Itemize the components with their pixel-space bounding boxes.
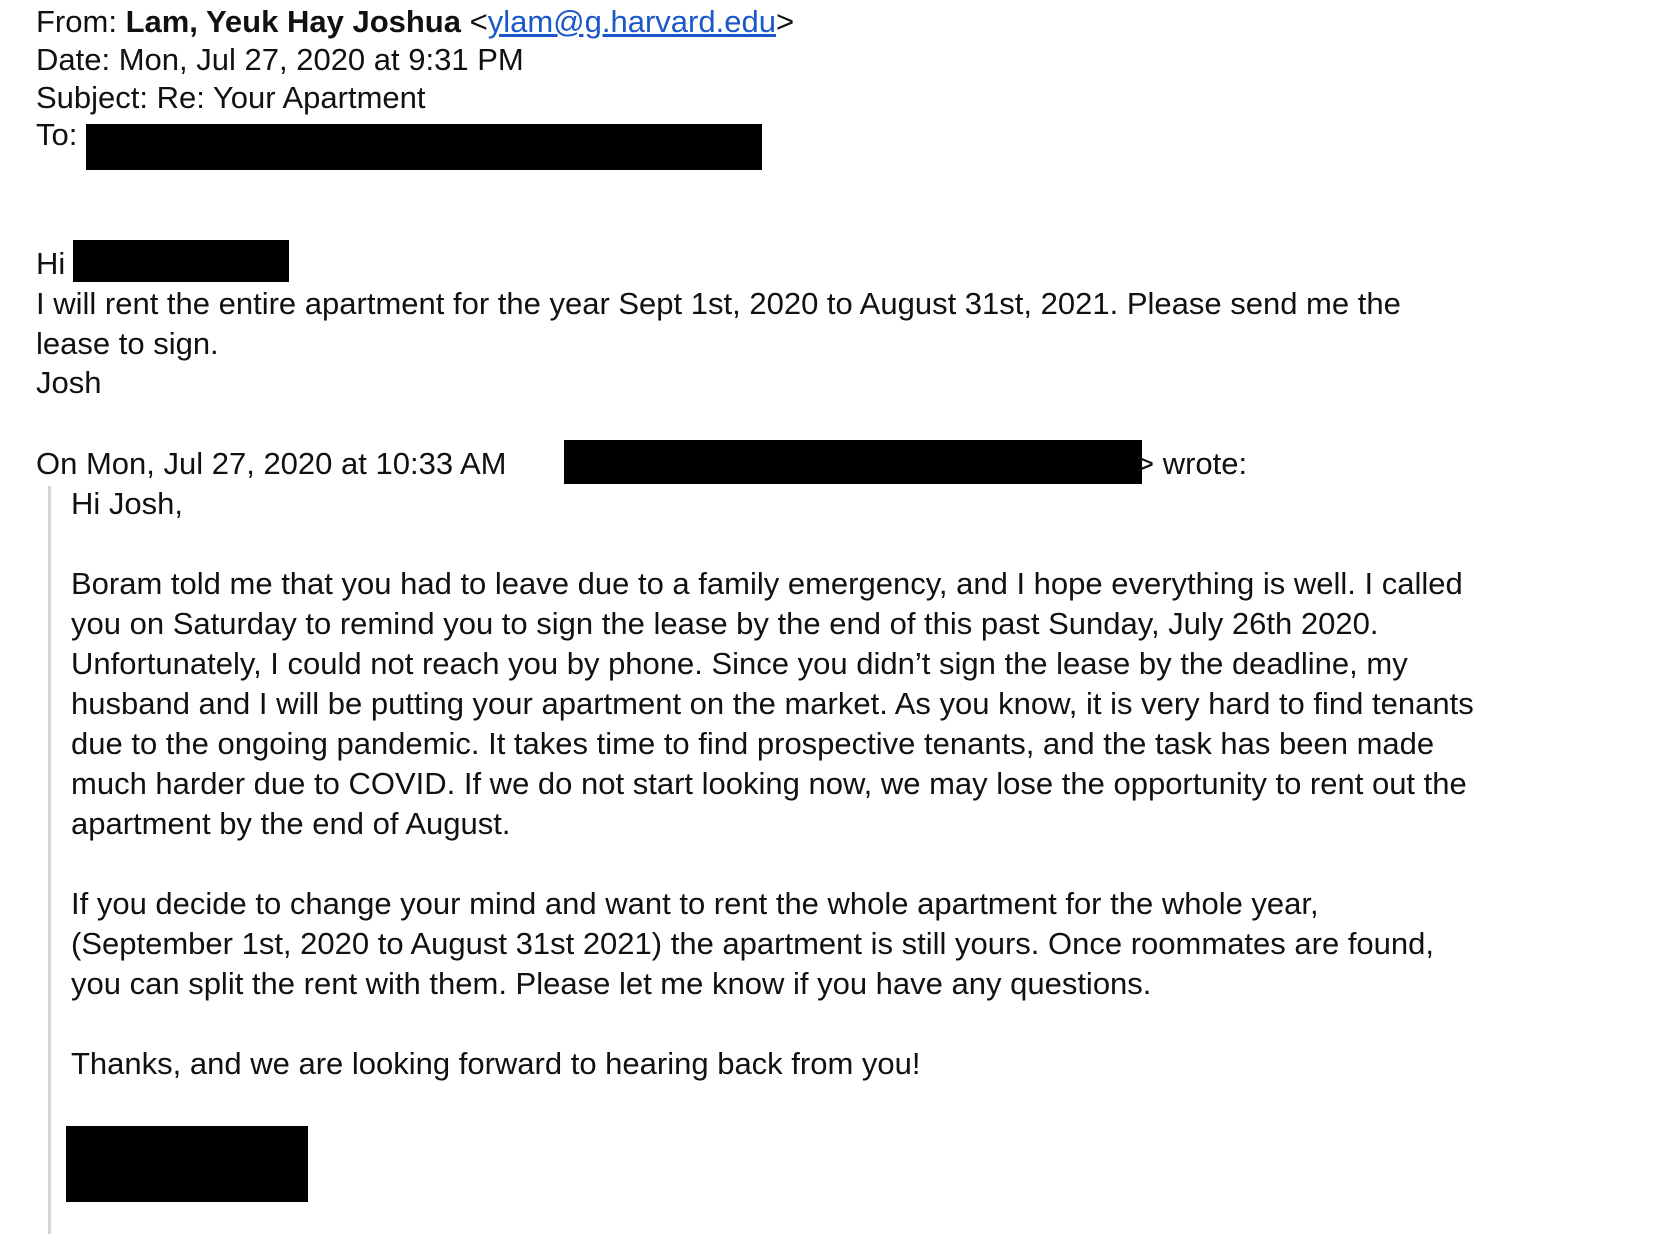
- redacted-original-sender: [564, 440, 1142, 484]
- date-label: Date:: [36, 42, 111, 77]
- quoted-para2-line: If you decide to change your mind and want to rent the whole apartment for the whole year,: [71, 886, 1319, 921]
- reply-signoff: Josh: [36, 365, 102, 400]
- sender-name: Lam, Yeuk Hay Joshua: [125, 4, 461, 39]
- quoted-wrote: > wrote:: [1136, 446, 1248, 481]
- redacted-recipient: [86, 124, 762, 170]
- reply-greeting: Hi: [36, 246, 66, 281]
- date-line: [36, 40, 524, 80]
- quoted-para1-line: husband and I will be putting your apartment on the market. As you know, it is very hard to find tenants: [71, 686, 1474, 721]
- subject-line: [36, 78, 425, 118]
- quoted-para1-line: due to the ongoing pandemic. It takes time to find prospective tenants, and the task has been made: [71, 726, 1435, 761]
- quoted-closing: Thanks, and we are looking forward to hearing back from you!: [71, 1046, 921, 1081]
- quoted-greeting: Hi Josh,: [71, 486, 183, 521]
- sender-email-link[interactable]: ylam@g.harvard.edu: [487, 4, 776, 39]
- from-line: [36, 2, 794, 42]
- redacted-signature: [66, 1126, 308, 1202]
- reply-line-1: I will rent the entire apartment for the year Sept 1st, 2020 to August 31st, 2021. Please send me the: [36, 286, 1401, 321]
- email-bracket-close: >: [775, 4, 795, 39]
- quoted-para1-line: apartment by the end of August.: [71, 806, 511, 841]
- email-bracket-open: <: [469, 4, 488, 39]
- quoted-para1-line: you on Saturday to remind you to sign the lease by the end of this past Sunday, July 26th 2020.: [71, 606, 1379, 641]
- subject-value: Re: Your Apartment: [156, 80, 426, 115]
- to-label: To:: [36, 117, 78, 152]
- quoted-para2-line: (September 1st, 2020 to August 31st 2021) the apartment is still yours. Once roommates are found,: [71, 926, 1435, 961]
- quote-bar: [48, 486, 51, 1234]
- reply-line-2: lease to sign.: [36, 326, 219, 361]
- quoted-para2-line: you can split the rent with them. Please let me know if you have any questions.: [71, 966, 1152, 1001]
- quoted-para1-line: much harder due to COVID. If we do not start looking now, we may lose the opportunity to rent out the: [71, 766, 1467, 801]
- redacted-recipient-name: [73, 240, 289, 282]
- quoted-para1-line: Boram told me that you had to leave due to a family emergency, and I hope everything is well. I called: [71, 566, 1463, 601]
- subject-label: Subject:: [36, 80, 149, 115]
- to-line: [36, 115, 77, 155]
- date-value: Mon, Jul 27, 2020 at 9:31 PM: [118, 42, 524, 77]
- quoted-attribution: On Mon, Jul 27, 2020 at 10:33 AM: [36, 446, 507, 481]
- quoted-para1-line: Unfortunately, I could not reach you by phone. Since you didn’t sign the lease by the deadline, my: [71, 646, 1408, 681]
- from-label: From:: [36, 4, 117, 39]
